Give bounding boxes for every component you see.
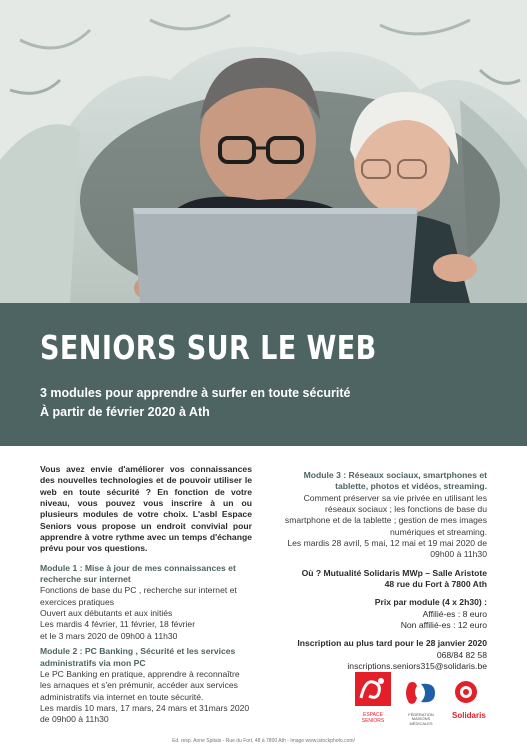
- price-title: Prix par module (4 x 2h30) :: [374, 597, 487, 608]
- pricing: [282, 597, 487, 631]
- module-3-body: [282, 493, 487, 561]
- module-1-title: Module 1 : Mise à jour de mes connaissances et recherche sur internet: [40, 562, 236, 585]
- solidaris-logo: [452, 678, 504, 722]
- title-banner: [0, 303, 527, 446]
- module-2-line: Le PC Banking en pratique, apprendre à reconnaître les arnaques et s'en prémunir, accéder aux services administratifs via internet en toute sécurité.: [40, 668, 240, 702]
- module-1-line: Ouvert aux débutants et aux initiés: [40, 608, 173, 619]
- registration-phone[interactable]: 068/84 82 58: [436, 649, 487, 660]
- location-line: Où ? Mutualité Solidaris MWp – Salle Aristote: [301, 567, 487, 578]
- left-column: [40, 464, 252, 730]
- fms-label: FÉDÉRATION MAISONS MÉDICALES: [408, 712, 434, 726]
- module-3-line: Les mardis 28 avril, 5 mai, 12 mai et 19 mai 2020 de 09h00 à 11h30: [287, 538, 487, 560]
- module-1-body: [40, 585, 252, 642]
- module-3-title: Module 3 : Réseaux sociaux, smartphones et tablette, photos et vidéos, streaming.: [303, 470, 487, 492]
- fms-icon: [401, 678, 441, 708]
- solidaris-label: Solidaris: [452, 711, 486, 720]
- subtitle-modules: 3 modules pour apprendre à surfer en toute sécurité: [40, 386, 351, 400]
- registration-deadline: Inscription au plus tard pour le 28 janvier 2020: [297, 638, 487, 649]
- module-3-line: Comment préserver sa vie privée en utilisant les réseaux sociaux ; les fonctions de base du smartphone et de la tablette ; gestion de mes images numériques et streaming.: [284, 492, 487, 537]
- hero-photo: [0, 0, 527, 303]
- module-1-line: Fonctions de base du PC , recherche sur internet et exercices pratiques: [40, 585, 237, 607]
- intro-text: Vous avez envie d'améliorer vos connaissances des nouvelles technologies et de pouvoir utiliser le web en toute sécurité ? En fonction de votre niveau, vous pouvez vous inscrire à un ou plusieurs modules de votre choix. L'asbl Espace Seniors vous propose un endroit convivial pour apprendre à votre rythme avec un temps d'échange prévu pour vos questions.: [40, 464, 252, 554]
- solidaris-icon: [452, 678, 504, 706]
- location-address: 48 rue du Fort à 7800 Ath: [384, 579, 487, 590]
- footer-credit: Ed. resp. Anne Spitals - Rue du Fort, 48 à 7800 Ath - Image www.istockphoto.com/: [172, 738, 355, 744]
- price-non-affiliated: Non affilié-es : 12 euro: [400, 620, 487, 631]
- page-title: SENIORS SUR LE WEB: [40, 328, 377, 367]
- module-2-line: Les mardis 10 mars, 17 mars, 24 mars et 31mars 2020 de 09h00 à 11h30: [40, 702, 250, 725]
- registration: [282, 638, 487, 672]
- espace-label-1: ESPACE: [363, 712, 383, 718]
- hero-illustration: [0, 0, 527, 303]
- espace-seniors-icon: [355, 672, 391, 706]
- espace-seniors-logo: [355, 672, 391, 724]
- module-1-line: et le 3 mars 2020 de 09h00 à 11h30: [40, 630, 178, 641]
- price-affiliated: Affilié-es : 8 euro: [422, 608, 487, 619]
- espace-label-2: SENIORS: [361, 717, 385, 724]
- right-column: [282, 466, 487, 673]
- location: [282, 568, 487, 591]
- partner-logos: [355, 672, 505, 726]
- registration-email[interactable]: inscriptions.seniors315@solidaris.be: [347, 661, 487, 672]
- module-2-body: [40, 669, 252, 726]
- subtitle-date: À partir de février 2020 à Ath: [40, 405, 210, 420]
- module-2-title: Module 2 : PC Banking , Sécurité et les services administratifs via mon PC: [40, 646, 236, 668]
- module-1-line: Les mardis 4 février, 11 février, 18 février: [40, 619, 196, 630]
- banner-subtitle: [40, 384, 487, 423]
- fms-logo: [401, 678, 441, 726]
